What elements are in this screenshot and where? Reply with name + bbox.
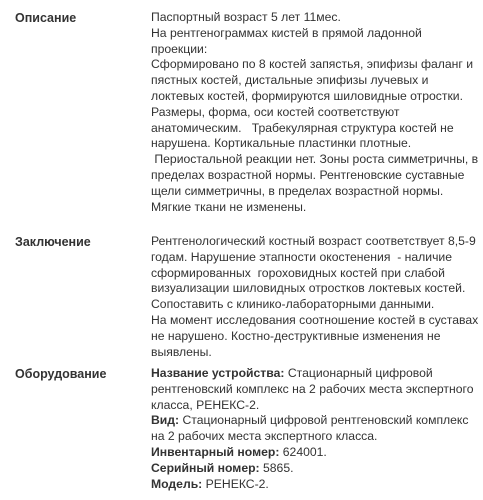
model-label: Модель: [151, 476, 203, 491]
conclusion-line: годам. Нарушение этапности окостенения - наличие [151, 249, 453, 264]
serial-value: 5865. [259, 460, 294, 475]
model-value: РЕНЕКС-2. [202, 476, 269, 491]
conclusion-line: сформированных гороховидных костей при слабой [151, 265, 445, 280]
description-line: Периостальной реакции нет. Зоны роста симметричны, в [151, 152, 479, 167]
serial-label: Серийный номер: [151, 460, 260, 475]
serial-row [151, 461, 476, 477]
type-label: Вид: [151, 413, 180, 428]
conclusion-line: визуализации шиловидных отростков локтевых костей. [151, 281, 466, 296]
type-value: Стационарный цифровой рентгеновский комплекс [179, 413, 469, 428]
device-name-value-cont: класса, РЕНЕКС-2. [151, 397, 260, 412]
description-line: Мягкие ткани не изменены. [151, 199, 307, 214]
description-line: локтевых костей, формируются шиловидные отростки. [151, 88, 463, 103]
conclusion-line: Сопоставить с клинико-лабораторными данными. [151, 297, 435, 312]
description-line: пределах возрастной нормы. Рентгеновские суставные [151, 167, 465, 182]
description-line: Паспортный возраст 5 лет 11мес. [151, 10, 341, 24]
description-line: проекции: [151, 41, 208, 56]
inventory-value: 624001. [279, 444, 327, 459]
device-name-row [151, 366, 476, 382]
description-line: анатомическим. Трабекулярная структура костей не [151, 120, 454, 135]
description-text [151, 10, 479, 215]
conclusion-text [151, 234, 479, 360]
description-line: На рентгенограммах кистей в прямой ладонной [151, 25, 422, 40]
description-line: нарушена. Кортикальные пластинки плотные. [151, 136, 412, 151]
equipment-label: Оборудование [15, 367, 107, 381]
device-name-label: Название устройства: [151, 366, 285, 380]
equipment-text [151, 366, 476, 492]
description-line: Размеры, форма, оси костей соответствуют [151, 104, 400, 119]
description-label: Описание [15, 11, 77, 25]
inventory-row [151, 445, 476, 461]
inventory-label: Инвентарный номер: [151, 444, 280, 459]
conclusion-label: Заключение [15, 235, 91, 249]
type-value-cont: на 2 рабочих места экспертного класса. [151, 429, 378, 444]
description-line: Сформировано по 8 костей запястья, эпифизы фаланг и [151, 57, 474, 72]
conclusion-line: не нарушено. Костно-деструктивные изменения не [151, 328, 441, 343]
description-line: щели симметричны, в пределах возрастной нормы. [151, 183, 444, 198]
conclusion-line: выявлены. [151, 344, 212, 359]
description-line: пястных костей, дистальные эпифизы лучевых и [151, 73, 429, 88]
device-name-value: Стационарный цифровой [284, 366, 433, 380]
type-row [151, 413, 476, 429]
conclusion-line: На момент исследования соотношение костей в суставах [151, 312, 479, 327]
device-name-value-cont: рентгеновский комплекс на 2 рабочих места экспертного [151, 381, 474, 396]
model-row [151, 477, 476, 493]
conclusion-line: Рентгенологический костный возраст соответствует 8,5-9 [151, 234, 476, 248]
